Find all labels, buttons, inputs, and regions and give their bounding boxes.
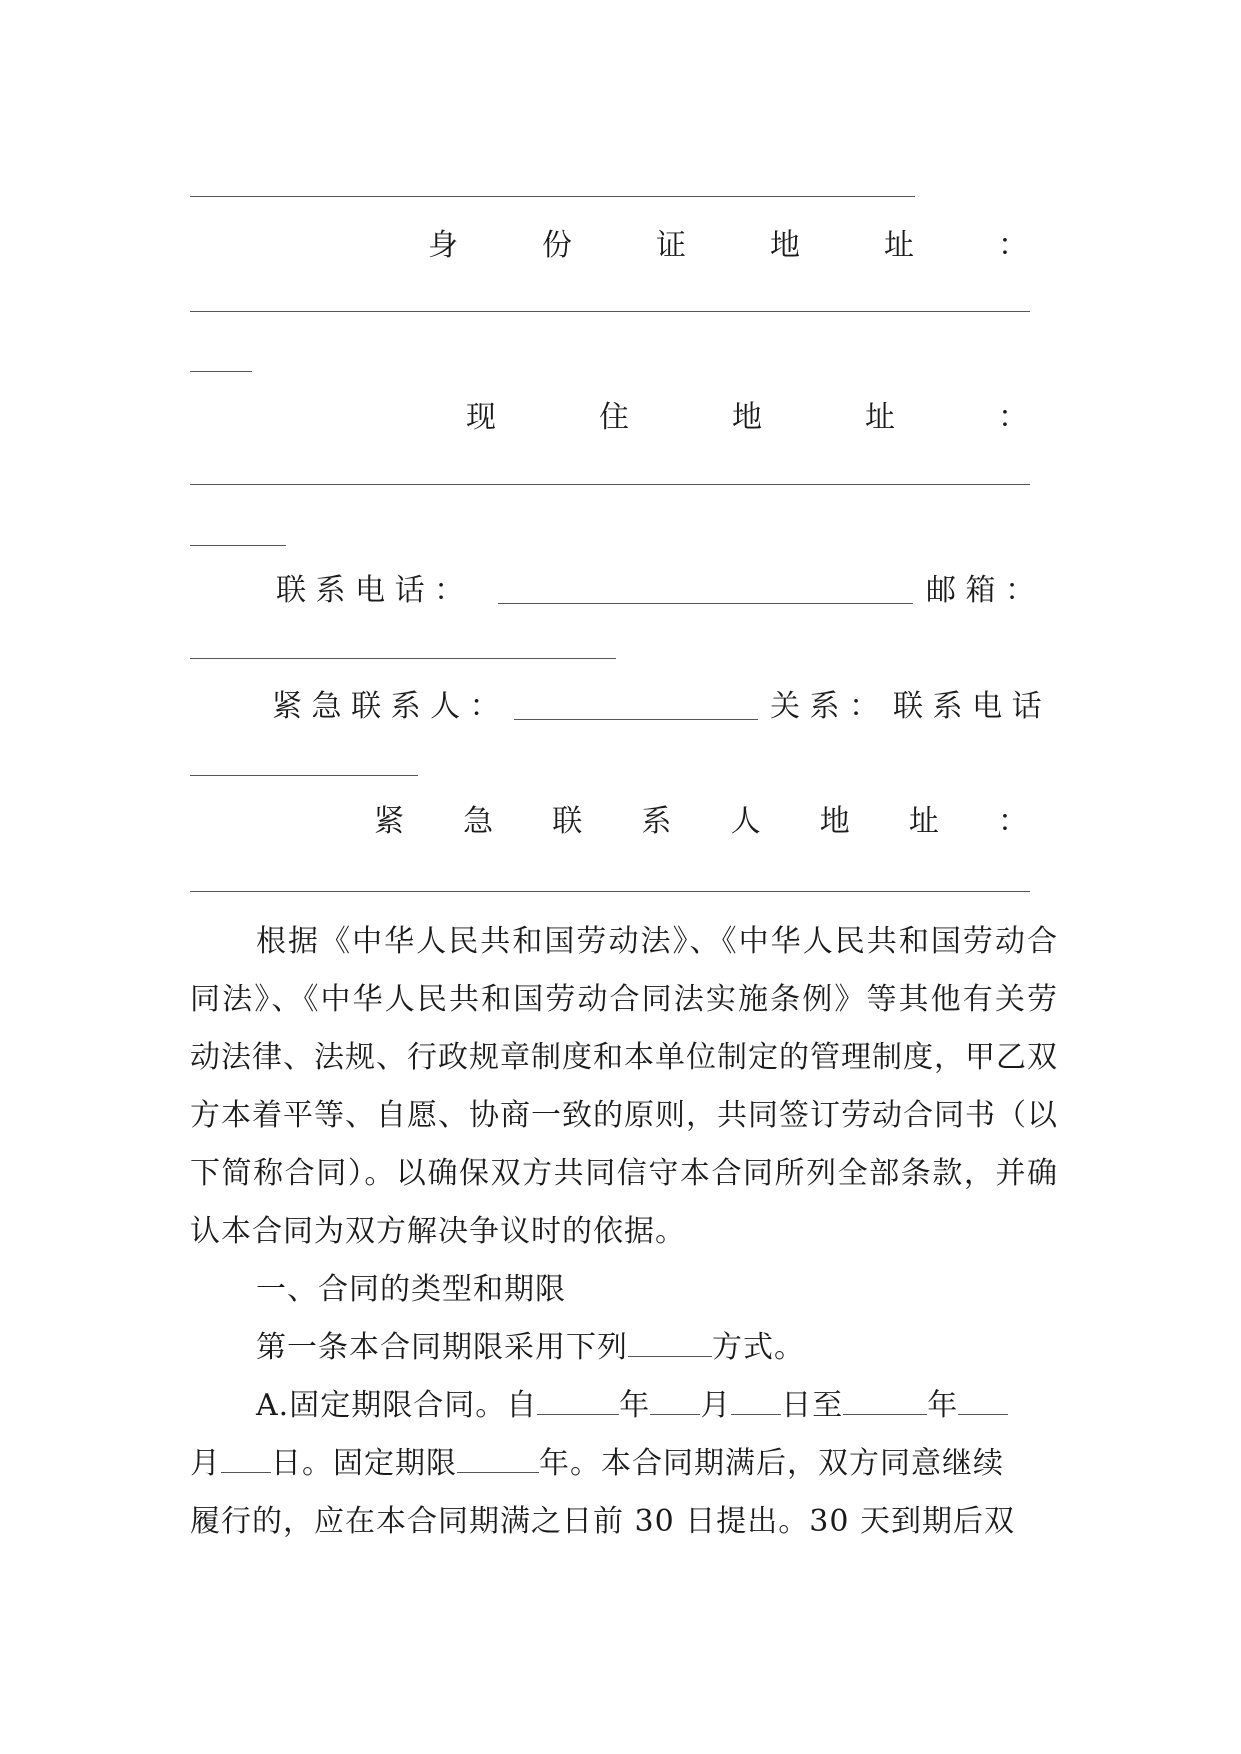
emergency-address-char: 系 — [641, 804, 672, 839]
current-address-char: 址 — [865, 400, 895, 435]
article-1-text-end: 方式。 — [712, 1330, 805, 1365]
id-address-char: 证 — [656, 228, 686, 263]
clause-a-text: A.固定期限合同。自 — [256, 1388, 538, 1423]
emergency-address-char: 址 — [908, 804, 939, 839]
email-label: 邮 箱 ： — [926, 573, 1036, 608]
year-text: 年 — [619, 1388, 651, 1423]
current-address-char: 住 — [599, 400, 629, 435]
preamble-paragraph: 根据《中华人民共和国劳动法》、《中华人民共和国劳动合同法》、《中华人民共和国劳动合同法实施条例》等其他有关劳动法律、法规、行政规章制度和本单位制定的管理制度，甲乙双方本着平等、自愿、协商一致的原则，共同签订劳动合同书（以下简称合同）。以确保双方共同信守本合同所列全部条款，并确认本合同为双方解决争议时的依据。 — [190, 924, 1058, 1249]
clause-a-text-3: 年。本合同期满后，双方同意继续 — [539, 1446, 1004, 1481]
clause-a-continued — [190, 1435, 1058, 1493]
end-month-blank — [958, 1388, 1008, 1415]
phone-blank-line — [498, 577, 913, 604]
to-text: 至 — [812, 1388, 844, 1423]
id-address-char: 地 — [770, 228, 800, 263]
end-year-blank — [843, 1388, 927, 1415]
emergency-address-label — [374, 802, 1028, 842]
clause-a-text-2: 。固定期限 — [302, 1446, 457, 1481]
clause-a — [190, 1377, 1124, 1435]
phone-label: 联 系 电 话 ： — [276, 573, 465, 608]
current-address-blank-line — [190, 484, 1030, 485]
year-text: 年 — [927, 1388, 959, 1423]
emergency-address-char: 人 — [730, 804, 761, 839]
day-text: 日 — [271, 1446, 302, 1481]
id-address-char: 身 — [428, 228, 458, 263]
relation-phone-label: 联 系 电 话 — [893, 689, 1042, 724]
section-title: 一、合同的类型和期限 — [256, 1272, 566, 1307]
current-address-char: ： — [998, 400, 1028, 435]
start-day-blank — [731, 1388, 781, 1415]
start-month-blank — [650, 1388, 700, 1415]
current-address-char: 现 — [466, 400, 496, 435]
emergency-address-char: 地 — [819, 804, 850, 839]
id-address-label — [428, 226, 1028, 266]
article-1 — [190, 1319, 1124, 1377]
contract-type-blank — [628, 1330, 712, 1357]
day-text: 日 — [781, 1388, 813, 1423]
blank-line-top — [190, 196, 915, 197]
email-blank-line — [190, 658, 616, 659]
fixed-term-years-blank — [457, 1446, 539, 1473]
emergency-contact-label: 紧 急 联 系 人 ： — [272, 689, 500, 724]
emergency-address-char: 联 — [552, 804, 583, 839]
emergency-contact-blank-line — [514, 693, 758, 720]
emergency-address-blank-line — [190, 891, 1030, 892]
start-year-blank — [537, 1388, 619, 1415]
month-text: 月 — [190, 1446, 221, 1481]
relation-label: 关 系 ： — [770, 689, 880, 724]
current-address-blank-line-tail — [190, 545, 286, 546]
id-address-blank-line — [190, 311, 1030, 312]
month-text: 月 — [700, 1388, 732, 1423]
id-address-char: 址 — [884, 228, 914, 263]
id-address-char: ： — [998, 228, 1028, 263]
emergency-address-char: 急 — [463, 804, 494, 839]
current-address-label — [466, 398, 1028, 438]
clause-a-continued-2: 履行的，应在本合同期满之日前 30 日提出。30 天到期后双 — [190, 1504, 1015, 1539]
end-day-blank — [221, 1446, 271, 1473]
article-1-text: 第一条本合同期限采用下列 — [256, 1330, 628, 1365]
emergency-address-char: 紧 — [374, 804, 404, 839]
emergency-address-char: ： — [997, 804, 1028, 839]
id-address-blank-line-tail — [190, 371, 252, 372]
id-address-char: 份 — [542, 228, 572, 263]
current-address-char: 地 — [732, 400, 762, 435]
relation-phone-blank-line — [190, 775, 418, 776]
